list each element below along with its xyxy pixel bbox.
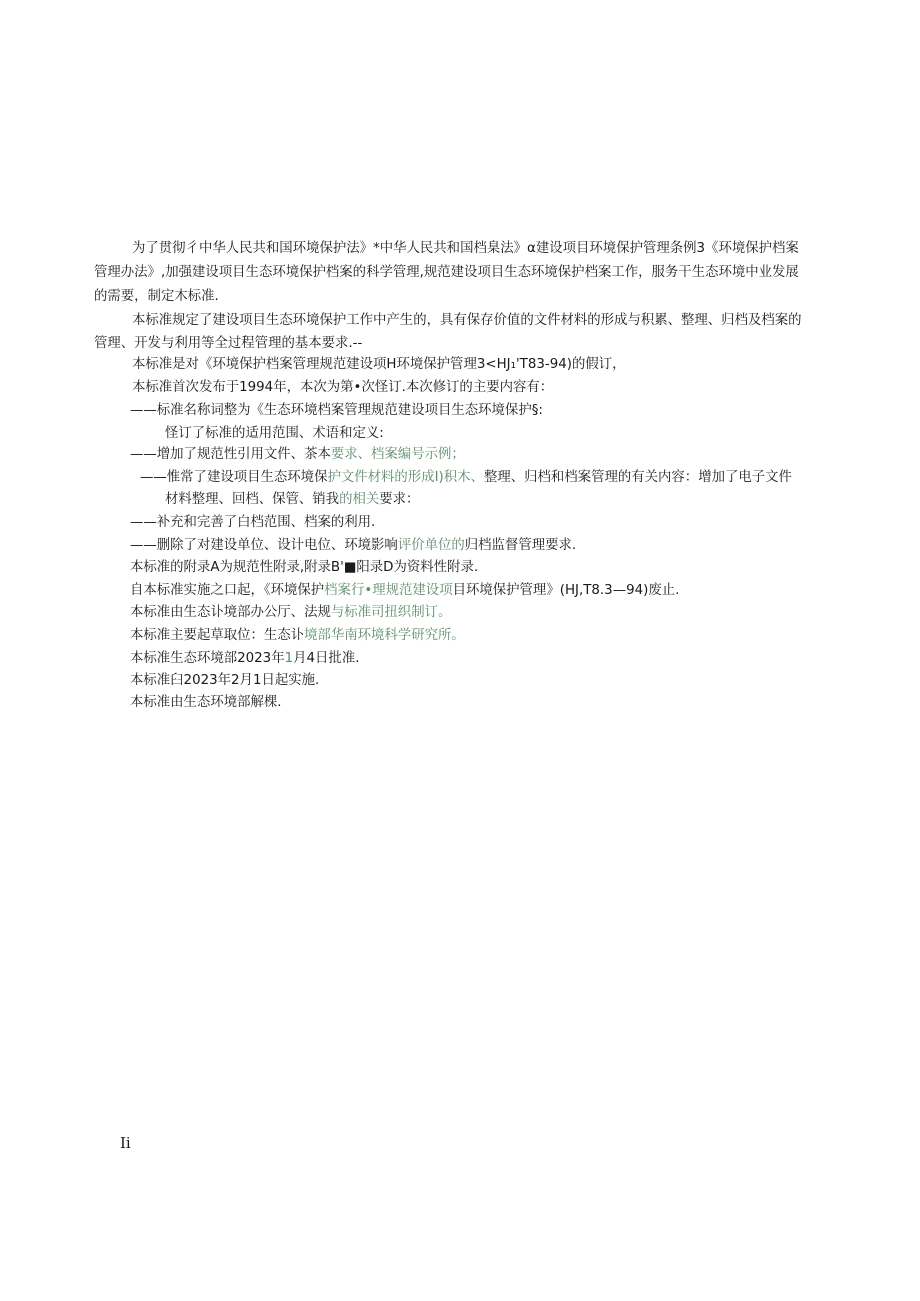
change-item-4-line2 <box>165 491 419 509</box>
change-item-3 <box>130 446 465 464</box>
foreword-p6-c: 目环境保护管理》(HJ,T8.3—94)废止. <box>452 583 680 598</box>
foreword-p1-line1: 为了贯彻彳中华人民共和国环境保护法》*中华人民共和国档臬法》α建设项目环境保护管理条例3《环境保护档案 <box>132 241 799 256</box>
change-item-6-highlight: 评价单位的 <box>397 538 465 553</box>
foreword-p9 <box>130 650 359 668</box>
change-item-4-text-c: 整理、归档和档案管理的有关内容：增加了电子文件 <box>483 470 792 485</box>
foreword-p7-a: 本标准由生态讣境部办公厅、法规 <box>130 605 331 620</box>
foreword-p6 <box>130 582 679 600</box>
foreword-p9-highlight: 1 <box>284 651 294 666</box>
foreword-p11: 本标准由生态环境部解棵. <box>130 695 282 710</box>
change-item-3-highlight: 要求、档案编号示例； <box>330 447 465 462</box>
foreword-p6-a: 自本标准实施之口起，《环境保护 <box>130 583 325 598</box>
foreword-p8 <box>130 627 465 645</box>
change-item-4-line2-highlight: 的相关 <box>339 492 380 507</box>
foreword-p8-highlight: 境部华南环境科学研究所。 <box>304 628 465 643</box>
foreword-p1-line3: 的需要，制定木标准. <box>94 289 219 304</box>
foreword-p7-highlight: 与标准司扭织制订。 <box>330 605 452 620</box>
change-item-1: ——标准名称词整为《生态环境档案管理规范建设项目生态环境保护§: <box>130 403 543 418</box>
change-item-2: 怪订了标准的适用范围、术语和定义: <box>165 426 384 441</box>
foreword-p7 <box>130 604 451 622</box>
page-number: Ii <box>120 1134 131 1152</box>
foreword-p5: 本标准的附录A为规范性附录,附录B'■阳录D为资料性附录. <box>130 560 479 575</box>
foreword-p9-c: 月4日批准. <box>293 651 360 666</box>
change-item-4-text-a: ——惟常了建设项目生态环境保 <box>140 470 328 485</box>
foreword-p6-highlight: 档案行•理规范建设项 <box>324 583 453 598</box>
foreword-p2-line2: 管理、开发与利用等全过程管理的基本要求.-- <box>94 336 363 351</box>
foreword-p10: 本标准臼2023年2月1日起实施. <box>130 673 320 688</box>
change-item-4-line2-a: 材料整理、回档、保管、销我 <box>165 492 340 507</box>
change-item-4 <box>140 469 792 487</box>
change-item-4-highlight: 护文件材料的形成I)积木、 <box>327 470 484 485</box>
foreword-p8-a: 本标准主要起草取位：生态讣 <box>130 628 305 643</box>
foreword-p9-a: 本标准生态环境部2023年 <box>130 651 285 666</box>
foreword-p3: 本标准是对《环境保护档案管理规范建设项H环境保护管理3<HJ₁'T83-94)的假订， <box>132 357 626 372</box>
foreword-p4: 本标准首次发布于1994年，本次为第•次怪订.本次修订的主要内容有： <box>132 380 554 395</box>
foreword-p2-line1: 本标准规定了建设项目生态环境保护工作中产生的，具有保存价值的文件材料的形成与积累、整理、归档及档案的 <box>132 313 802 328</box>
change-item-5: ——补充和完善了白档范围、档案的利用. <box>130 515 376 530</box>
change-item-4-line2-c: 要求： <box>379 492 420 507</box>
change-item-6-text-c: 归档监督管理要求. <box>464 538 577 553</box>
change-item-6 <box>130 537 576 555</box>
change-item-3-text: ——增加了规范性引用文件、茶本 <box>130 447 331 462</box>
foreword-p1-line2: 管理办法》,加强建设项目生态环境保护档案的科学管理,规范建设项目生态环境保护档案工作，服务干生态环境中业发展 <box>94 265 799 280</box>
change-item-6-text-a: ——删除了对建设单位、设计电位、环境影响 <box>130 538 398 553</box>
